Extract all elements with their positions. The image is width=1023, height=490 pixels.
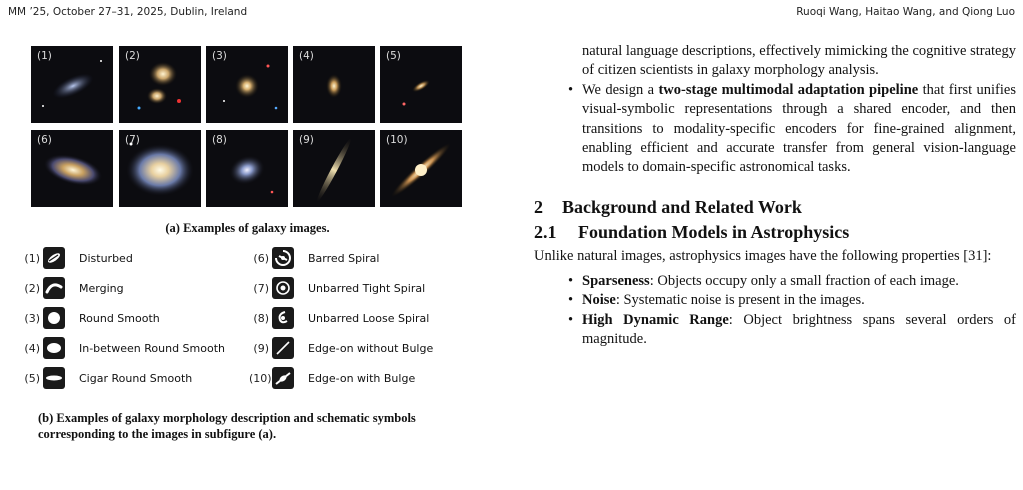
cigar-round-smooth-icon <box>43 367 65 389</box>
legend-item-round-smooth <box>20 307 160 329</box>
section-heading <box>534 198 1016 217</box>
galaxy-image-round-smooth <box>206 46 288 123</box>
legend-item-edge-on-without-bulge <box>249 337 433 359</box>
tile-number: (3) <box>212 50 227 62</box>
paragraph-continuation: natural language descriptions, effectively mimicking the cognitive strategy of citizen scientists in galaxy morphology analysis. <box>582 43 1016 79</box>
bullet-dot: • <box>568 273 574 290</box>
legend-label: Merging <box>79 281 124 295</box>
figure-caption-a: (a) Examples of galaxy images. <box>165 221 330 235</box>
morphology-legend <box>24 247 466 397</box>
subsection-heading <box>534 223 1016 242</box>
tile-number: (9) <box>299 134 314 146</box>
merging-icon <box>43 277 65 299</box>
section-title: Background and Related Work <box>562 196 802 217</box>
legend-number: (6) <box>253 251 269 265</box>
bullet-dot: • <box>568 292 574 309</box>
legend-item-merging <box>20 277 124 299</box>
unbarred-loose-spiral-icon <box>272 307 294 329</box>
running-header-authors: Ruoqi Wang, Haitao Wang, and Qiong Luo <box>796 6 1015 18</box>
legend-number: (10) <box>249 371 272 385</box>
galaxy-image-barred-spiral <box>31 130 113 207</box>
legend-label: In-between Round Smooth <box>79 341 225 355</box>
legend-number: (5) <box>24 371 40 385</box>
tile-number: (7) <box>125 134 140 146</box>
legend-number: (8) <box>253 311 269 325</box>
galaxy-image-edge-on-without-bulge <box>293 130 375 207</box>
bullet-dot: • <box>568 311 574 328</box>
property-term: Sparseness <box>582 273 650 290</box>
bullet-bold-text: two-stage multimodal adaptation pipeline <box>658 81 919 98</box>
body-right-column <box>534 42 1016 350</box>
galaxy-image-unbarred-loose-spiral <box>206 130 288 207</box>
property-text: : Systematic noise is present in the images. <box>615 292 865 309</box>
legend-number: (1) <box>24 251 40 265</box>
paragraph: Unlike natural images, astrophysics images have the following properties [31]: <box>534 247 992 264</box>
round-smooth-icon <box>43 307 65 329</box>
galaxy-image-edge-on-with-bulge <box>380 130 462 207</box>
tile-number: (4) <box>299 50 314 62</box>
bullet-text: We design a <box>582 81 659 98</box>
legend-label: Edge-on with Bulge <box>308 371 416 385</box>
galaxy-image-disturbed <box>31 46 113 123</box>
galaxy-image-cigar-round-smooth <box>380 46 462 123</box>
running-header-venue: MM ’25, October 27–31, 2025, Dublin, Ireland <box>8 6 248 18</box>
legend-label: Edge-on without Bulge <box>308 341 434 355</box>
disturbed-icon <box>43 247 65 269</box>
legend-item-edge-on-with-bulge <box>249 367 415 389</box>
legend-label: Cigar Round Smooth <box>79 371 193 385</box>
property-bullet <box>534 272 1016 291</box>
legend-number: (3) <box>24 311 40 325</box>
legend-item-disturbed <box>20 247 133 269</box>
tile-number: (10) <box>386 134 408 146</box>
bullet-text: that first unifies visual-symbolic representations through a shared encoder, and then transitions to modality-specific encoders for fine-grained alignment, enabling efficient and accurate transfer from general vision-language models to domain-specific astronomical tasks. <box>582 81 1016 176</box>
legend-number: (9) <box>253 341 269 355</box>
property-text: : Objects occupy only a small fraction of each image. <box>649 273 959 290</box>
legend-label: Round Smooth <box>79 311 160 325</box>
unbarred-tight-spiral-icon <box>272 277 294 299</box>
legend-item-barred-spiral <box>249 247 379 269</box>
galaxy-image-unbarred-tight-spiral <box>119 130 201 207</box>
barred-spiral-icon <box>272 247 294 269</box>
property-term: High Dynamic Range <box>582 311 729 328</box>
legend-number: (2) <box>24 281 40 295</box>
property-text: : Object brightness spans several orders of magnitude. <box>582 311 1016 348</box>
legend-number: (7) <box>253 281 269 295</box>
tile-number: (8) <box>212 134 227 146</box>
galaxy-image-grid <box>31 46 464 209</box>
bullet-dot: • <box>568 81 574 98</box>
tile-number: (6) <box>37 134 52 146</box>
legend-number: (4) <box>24 341 40 355</box>
in-between-round-smooth-icon <box>43 337 65 359</box>
figure-caption-b: (b) Examples of galaxy morphology description and schematic symbols corresponding to the images in subfigure (a). <box>38 411 416 441</box>
property-bullet <box>534 311 1016 350</box>
legend-item-unbarred-loose-spiral <box>249 307 429 329</box>
tile-number: (5) <box>386 50 401 62</box>
galaxy-image-merging <box>119 46 201 123</box>
property-term: Noise <box>582 292 616 309</box>
subsection-number: 2.1 <box>534 222 557 243</box>
legend-label: Barred Spiral <box>308 251 380 265</box>
legend-item-unbarred-tight-spiral <box>249 277 425 299</box>
property-bullet <box>534 291 1016 310</box>
legend-item-cigar-round-smooth <box>20 367 192 389</box>
tile-number: (1) <box>37 50 52 62</box>
contribution-bullet <box>534 81 1016 178</box>
galaxy-image-in-between-round-smooth <box>293 46 375 123</box>
legend-label: Unbarred Loose Spiral <box>308 311 430 325</box>
subsection-title: Foundation Models in Astrophysics <box>578 222 850 243</box>
section-number: 2 <box>534 196 543 217</box>
legend-label: Disturbed <box>79 251 133 265</box>
legend-item-in-between-round-smooth <box>20 337 225 359</box>
legend-label: Unbarred Tight Spiral <box>308 281 426 295</box>
edge-on-with-bulge-icon <box>272 367 294 389</box>
tile-number: (2) <box>125 50 140 62</box>
edge-on-without-bulge-icon <box>272 337 294 359</box>
